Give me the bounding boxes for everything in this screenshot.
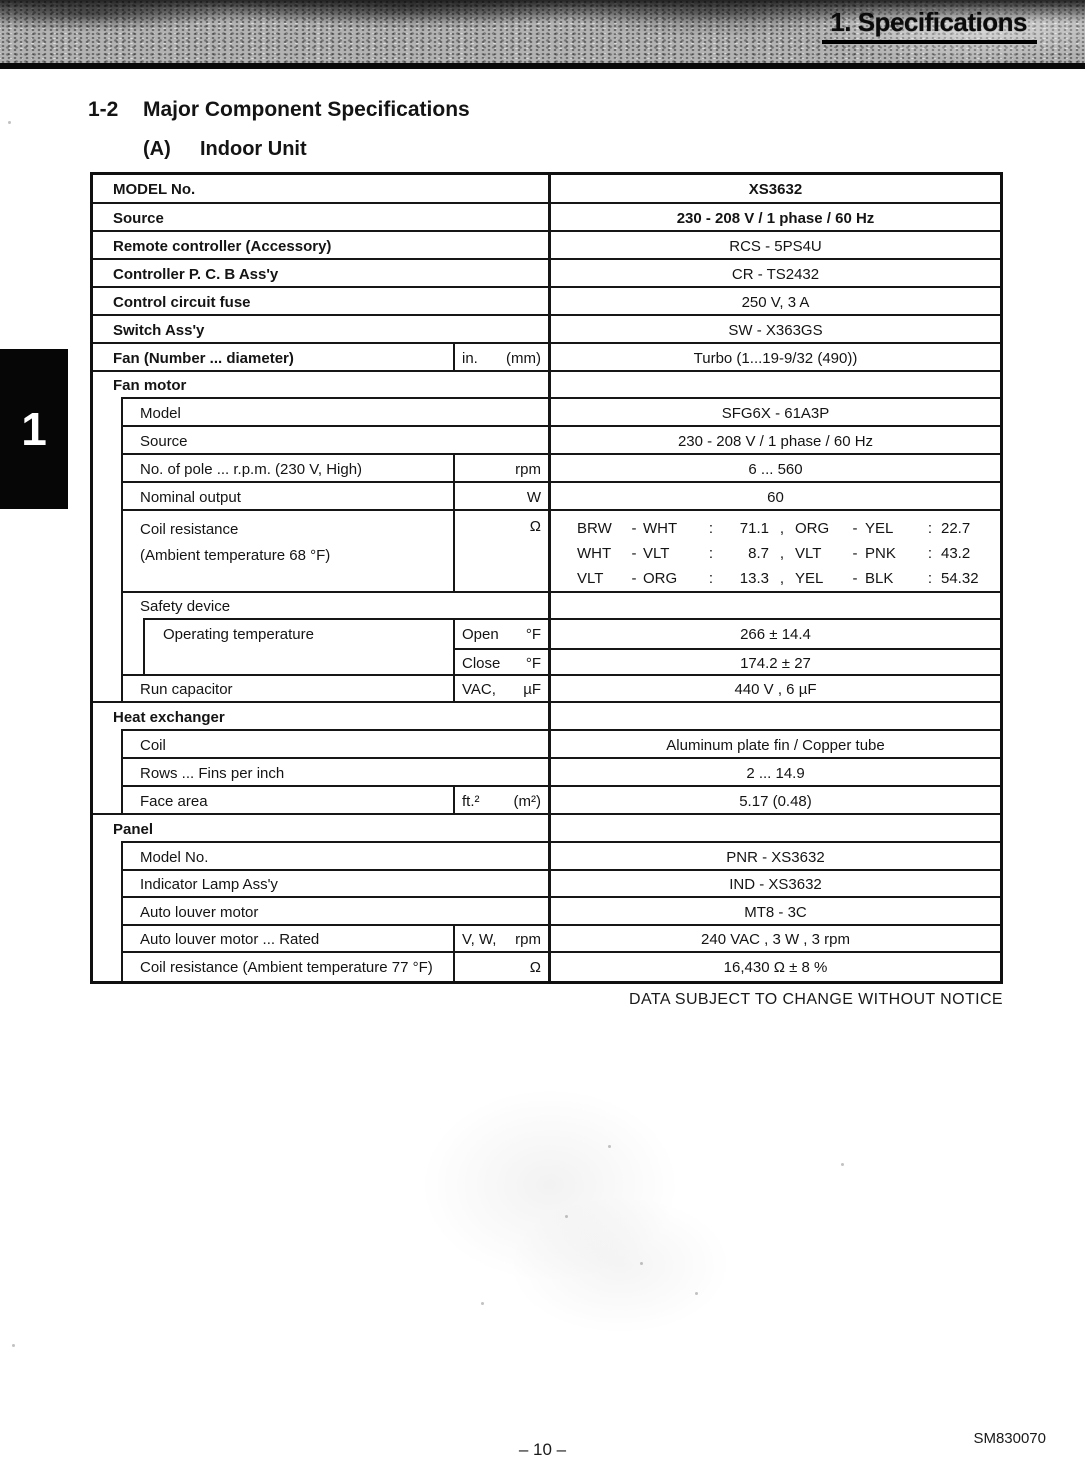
indent-line (143, 620, 145, 676)
unit-left: Close (462, 654, 501, 672)
coil-line (577, 541, 999, 566)
table-row (93, 232, 1000, 260)
row-label: Nominal output (140, 488, 241, 506)
row-label: Panel (113, 820, 154, 838)
table-row (93, 898, 1000, 926)
wire-pair: VLT (643, 545, 670, 562)
row-value: Aluminum plate fin / Copper tube (548, 731, 1000, 759)
row-label: Face area (140, 792, 208, 810)
wire-pair: YEL (865, 520, 894, 537)
row-unit (453, 620, 548, 676)
data-change-notice: DATA SUBJECT TO CHANGE WITHOUT NOTICE (629, 991, 1003, 1008)
table-row (93, 953, 1000, 981)
chapter-side-tab-label: 1 (21, 403, 47, 455)
row-unit (453, 483, 548, 511)
row-label-line2: (Ambient temperature 68 °F) (140, 547, 331, 564)
table-row (93, 204, 1000, 232)
resistance-value: 71.1 (739, 520, 769, 537)
colon: : (927, 570, 933, 587)
wire-pair: BRW (577, 520, 612, 537)
unit-open (455, 620, 548, 648)
row-label: Auto louver motor (140, 903, 259, 921)
document-number: SM830070 (973, 1430, 1046, 1447)
row-label-line1: Coil resistance (140, 521, 239, 538)
row-value: 2 ... 14.9 (548, 759, 1000, 787)
table-row (93, 455, 1000, 483)
row-value: SFG6X - 61A3P (548, 399, 1000, 427)
row-label: Switch Ass'y (113, 321, 205, 339)
resistance-value: 8.7 (748, 545, 769, 562)
unit-right: Ω (529, 518, 541, 535)
chapter-side-tab (0, 349, 68, 509)
subsection-title: Indoor Unit (200, 138, 307, 160)
scan-artifact (608, 1145, 611, 1148)
row-unit (453, 455, 548, 483)
table-row (93, 260, 1000, 288)
table-row (93, 175, 1000, 204)
row-value: MT8 - 3C (548, 898, 1000, 926)
scan-artifact (565, 1215, 568, 1218)
dash: - (631, 520, 637, 537)
table-section-row (93, 593, 1000, 620)
row-value: Turbo (1...19-9/32 (490)) (548, 344, 1000, 372)
table-row (93, 344, 1000, 372)
section-number: 1-2 (88, 98, 119, 121)
row-label: MODEL No. (113, 181, 196, 198)
resistance-value: 13.3 (739, 570, 769, 587)
row-label: Control circuit fuse (113, 293, 251, 311)
table-row (93, 759, 1000, 787)
table-section-row (93, 703, 1000, 731)
value-close: 174.2 ± 27 (551, 648, 1000, 676)
scan-artifact (481, 1302, 484, 1305)
row-value (548, 593, 1000, 620)
row-label (93, 511, 453, 569)
wire-pair: WHT (577, 545, 612, 562)
table-row (93, 787, 1000, 815)
row-label: Remote controller (Accessory) (113, 237, 332, 255)
row-label: Rows ... Fins per inch (140, 764, 285, 782)
row-label: Heat exchanger (113, 708, 225, 726)
row-value: 230 - 208 V / 1 phase / 60 Hz (548, 427, 1000, 455)
row-label: Indicator Lamp Ass'y (140, 876, 278, 893)
section-title: Major Component Specifications (143, 98, 470, 121)
scan-artifact (12, 1344, 15, 1347)
row-label: Fan motor (113, 377, 187, 394)
specifications-table (90, 172, 1003, 984)
row-value: 5.17 (0.48) (548, 787, 1000, 815)
row-value: XS3632 (548, 175, 1000, 204)
scan-artifact (640, 1262, 643, 1265)
row-label: Safety device (140, 598, 231, 615)
dash: - (852, 520, 858, 537)
unit-close (455, 648, 548, 676)
indent-line (121, 843, 123, 981)
unit-right: W (526, 488, 541, 506)
unit-right: Ω (529, 958, 541, 976)
wire-pair: VLT (795, 545, 822, 562)
row-label: No. of pole ... r.p.m. (230 V, High) (140, 460, 363, 478)
row-value: IND - XS3632 (548, 871, 1000, 898)
table-row-operating-temperature (93, 620, 1000, 676)
coil-line (577, 566, 999, 591)
wire-pair: YEL (795, 570, 824, 587)
coil-line (577, 516, 999, 541)
row-label: Model No. (140, 848, 209, 866)
row-label: Coil (140, 736, 166, 754)
page-number: – 10 – (518, 1440, 567, 1459)
subsection-label: (A) (143, 138, 171, 160)
dash: - (631, 570, 637, 587)
resistance-value: 43.2 (941, 545, 971, 562)
colon: : (927, 545, 933, 562)
row-value (548, 620, 1000, 676)
table-row (93, 399, 1000, 427)
table-row (93, 676, 1000, 703)
table-section-row (93, 815, 1000, 843)
comma: , (779, 570, 785, 587)
row-value (548, 815, 1000, 843)
colon: : (927, 520, 933, 537)
subsection-heading (143, 138, 307, 161)
dash: - (631, 545, 637, 562)
row-value: 16,430 Ω ± 8 % (548, 953, 1000, 981)
row-value: SW - X363GS (548, 316, 1000, 344)
colon: : (708, 520, 714, 537)
row-value (548, 511, 1000, 593)
row-label: Run capacitor (140, 681, 233, 698)
table-row (93, 926, 1000, 953)
unit-left: ft.² (462, 792, 480, 810)
row-label: Controller P. C. B Ass'y (113, 265, 279, 283)
chapter-banner-title: 1. Specifications (822, 7, 1037, 44)
scan-artifact (695, 1292, 698, 1295)
unit-right: rpm (515, 931, 541, 948)
row-unit (453, 511, 548, 593)
wire-pair: WHT (643, 520, 678, 537)
row-value: RCS - 5PS4U (548, 232, 1000, 260)
table-row-coil-resistance (93, 511, 1000, 593)
row-label: Model (140, 404, 181, 422)
unit-right: µF (523, 681, 541, 698)
scan-artifact (841, 1163, 844, 1166)
unit-left: in. (462, 349, 478, 367)
row-value (548, 703, 1000, 731)
row-value: 60 (548, 483, 1000, 511)
row-label: Coil resistance (Ambient temperature 77 °F) (140, 958, 433, 976)
unit-right: rpm (515, 460, 541, 478)
scan-artifact (410, 1080, 690, 1290)
chapter-banner (0, 0, 1085, 69)
scan-artifact (500, 1190, 740, 1340)
value-open: 266 ± 14.4 (740, 625, 811, 643)
table-row (93, 288, 1000, 316)
unit-left: VAC, (462, 681, 496, 698)
dash: - (852, 545, 858, 562)
comma: , (779, 545, 785, 562)
colon: : (708, 545, 714, 562)
row-unit (453, 787, 548, 815)
row-value (548, 372, 1000, 399)
row-label: Source (113, 209, 164, 227)
row-label: Source (140, 432, 188, 450)
table-row (93, 483, 1000, 511)
table-row (93, 427, 1000, 455)
table-row (93, 843, 1000, 871)
unit-left: V, W, (462, 931, 497, 948)
table-section-row (93, 372, 1000, 399)
table-row (93, 731, 1000, 759)
wire-pair: ORG (643, 570, 678, 587)
row-value: 6 ... 560 (548, 455, 1000, 483)
wire-pair: BLK (865, 570, 894, 587)
row-label: Auto louver motor ... Rated (140, 931, 320, 948)
row-unit (453, 926, 548, 953)
indent-line (121, 399, 123, 703)
wire-pair: ORG (795, 520, 830, 537)
indent-line (121, 731, 123, 815)
table-row (93, 316, 1000, 344)
resistance-value: 54.32 (941, 570, 979, 587)
row-value: CR - TS2432 (548, 260, 1000, 288)
section-heading (88, 98, 470, 122)
unit-right: °F (525, 654, 541, 672)
scan-artifact (8, 121, 11, 124)
row-unit (453, 953, 548, 981)
dash: - (852, 570, 858, 587)
row-value: 250 V, 3 A (548, 288, 1000, 316)
row-unit (453, 344, 548, 372)
unit-right: (m²) (513, 792, 541, 810)
row-value: PNR - XS3632 (548, 843, 1000, 871)
wire-pair: PNK (865, 545, 896, 562)
table-row (93, 871, 1000, 898)
comma: , (779, 520, 785, 537)
resistance-value: 22.7 (941, 520, 971, 537)
row-value: 230 - 208 V / 1 phase / 60 Hz (548, 204, 1000, 232)
wire-pair: VLT (577, 570, 604, 587)
row-value: 240 VAC , 3 W , 3 rpm (548, 926, 1000, 953)
row-label: Operating temperature (163, 625, 314, 643)
row-value: 440 V , 6 µF (548, 676, 1000, 703)
row-label: Fan (Number ... diameter) (113, 349, 294, 367)
row-unit (453, 676, 548, 703)
colon: : (708, 570, 714, 587)
unit-right: (mm) (506, 349, 541, 367)
unit-right: °F (525, 625, 541, 643)
unit-left: Open (462, 625, 499, 643)
